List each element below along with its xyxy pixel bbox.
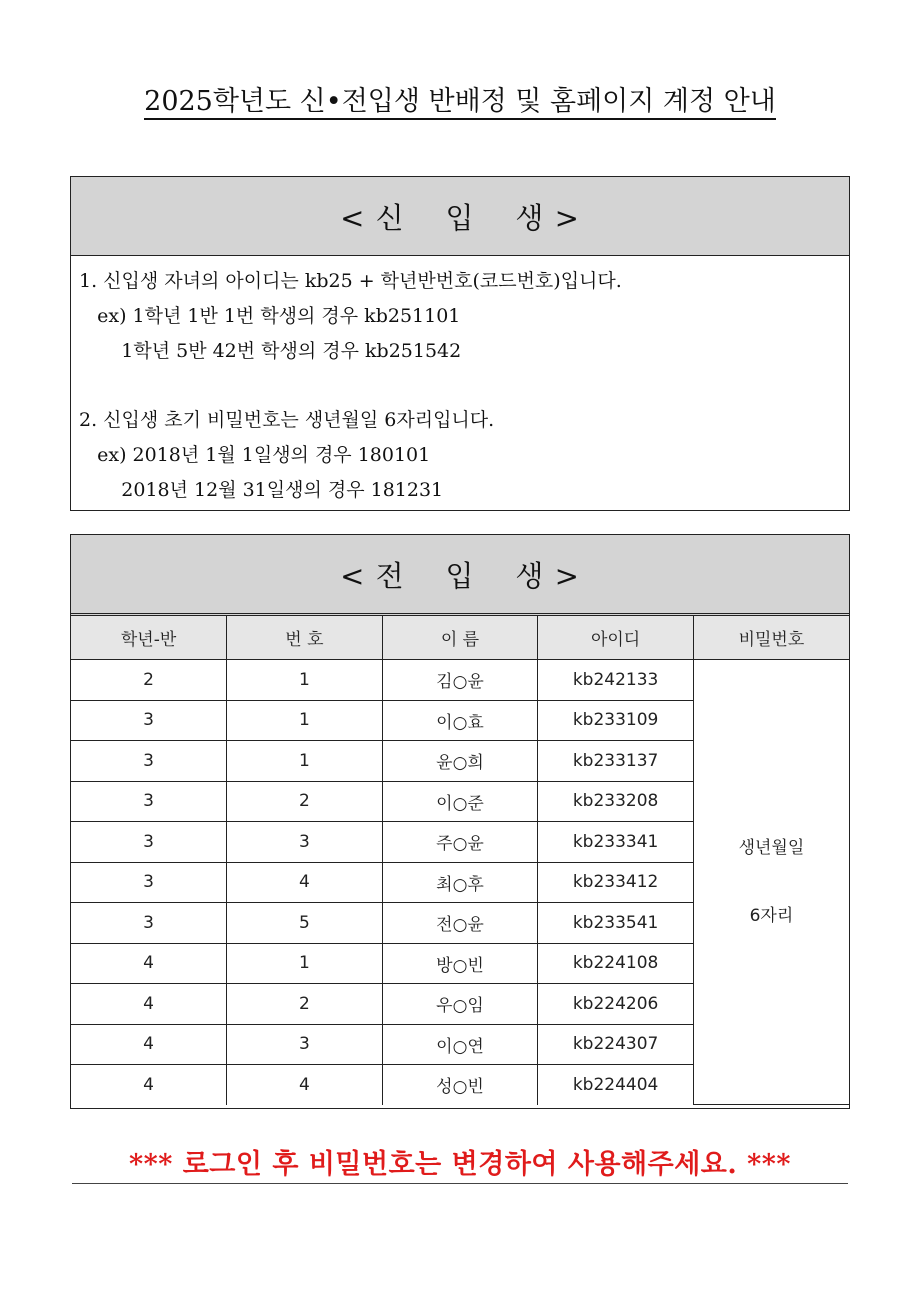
cell-id: kb224307	[538, 1024, 694, 1065]
column-header-name: 이 름	[382, 616, 538, 660]
column-header-password: 비밀번호	[693, 616, 849, 660]
cell-name: 김○윤	[382, 660, 538, 701]
cell-grade: 4	[71, 1065, 227, 1105]
cell-id: kb233541	[538, 903, 694, 944]
cell-name: 이○효	[382, 700, 538, 741]
cell-grade: 4	[71, 943, 227, 984]
new-students-line: 2. 신입생 초기 비밀번호는 생년월일 6자리입니다.	[79, 409, 495, 431]
new-students-line: ex) 1학년 1반 1번 학생의 경우 kb251101	[79, 305, 461, 327]
password-rule-line: 6자리	[749, 906, 794, 926]
cell-number: 1	[227, 943, 383, 984]
cell-number: 4	[227, 1065, 383, 1105]
cell-number: 5	[227, 903, 383, 944]
cell-grade: 2	[71, 660, 227, 701]
cell-grade: 3	[71, 781, 227, 822]
transfer-students-section	[70, 534, 850, 1109]
cell-number: 4	[227, 862, 383, 903]
cell-password	[693, 660, 849, 1105]
cell-name: 전○윤	[382, 903, 538, 944]
cell-name: 윤○희	[382, 741, 538, 782]
cell-number: 3	[227, 1024, 383, 1065]
cell-id: kb224108	[538, 943, 694, 984]
cell-number: 2	[227, 984, 383, 1025]
table-row	[71, 660, 849, 701]
new-students-line: 1학년 5반 42번 학생의 경우 kb251542	[79, 340, 462, 362]
transfer-students-header: < 전 입 생 >	[71, 535, 849, 616]
password-change-notice: *** 로그인 후 비밀번호는 변경하여 사용해주세요. ***	[72, 1147, 848, 1184]
new-students-line: ex) 2018년 1월 1일생의 경우 180101	[79, 444, 431, 466]
page-title: 2025학년도 신•전입생 반배정 및 홈페이지 계정 안내	[0, 84, 920, 120]
column-header-number: 번 호	[227, 616, 383, 660]
cell-number: 3	[227, 822, 383, 863]
cell-number: 1	[227, 741, 383, 782]
cell-id: kb224404	[538, 1065, 694, 1105]
cell-grade: 3	[71, 822, 227, 863]
cell-grade: 3	[71, 862, 227, 903]
cell-name: 우○임	[382, 984, 538, 1025]
column-header-grade: 학년-반	[71, 616, 227, 660]
cell-id: kb233137	[538, 741, 694, 782]
cell-id: kb233412	[538, 862, 694, 903]
cell-name: 주○윤	[382, 822, 538, 863]
cell-number: 1	[227, 700, 383, 741]
cell-id: kb233109	[538, 700, 694, 741]
new-students-body	[71, 256, 849, 508]
cell-name: 최○후	[382, 862, 538, 903]
cell-name: 방○빈	[382, 943, 538, 984]
new-students-section	[70, 176, 850, 511]
cell-grade: 4	[71, 984, 227, 1025]
new-students-line: 2018년 12월 31일생의 경우 181231	[79, 479, 444, 501]
cell-id: kb233341	[538, 822, 694, 863]
cell-id: kb233208	[538, 781, 694, 822]
cell-id: kb242133	[538, 660, 694, 701]
transfer-students-table	[71, 616, 849, 1105]
cell-number: 2	[227, 781, 383, 822]
cell-grade: 4	[71, 1024, 227, 1065]
column-header-id: 아이디	[538, 616, 694, 660]
new-students-line: 1. 신입생 자녀의 아이디는 kb25 + 학년반번호(코드번호)입니다.	[79, 270, 622, 292]
cell-id: kb224206	[538, 984, 694, 1025]
cell-name: 이○연	[382, 1024, 538, 1065]
table-header-row	[71, 616, 849, 660]
cell-grade: 3	[71, 903, 227, 944]
cell-grade: 3	[71, 700, 227, 741]
new-students-header: < 신 입 생 >	[71, 177, 849, 256]
cell-grade: 3	[71, 741, 227, 782]
cell-name: 이○준	[382, 781, 538, 822]
cell-number: 1	[227, 660, 383, 701]
cell-name: 성○빈	[382, 1065, 538, 1105]
password-rule-line: 생년월일	[738, 838, 805, 858]
